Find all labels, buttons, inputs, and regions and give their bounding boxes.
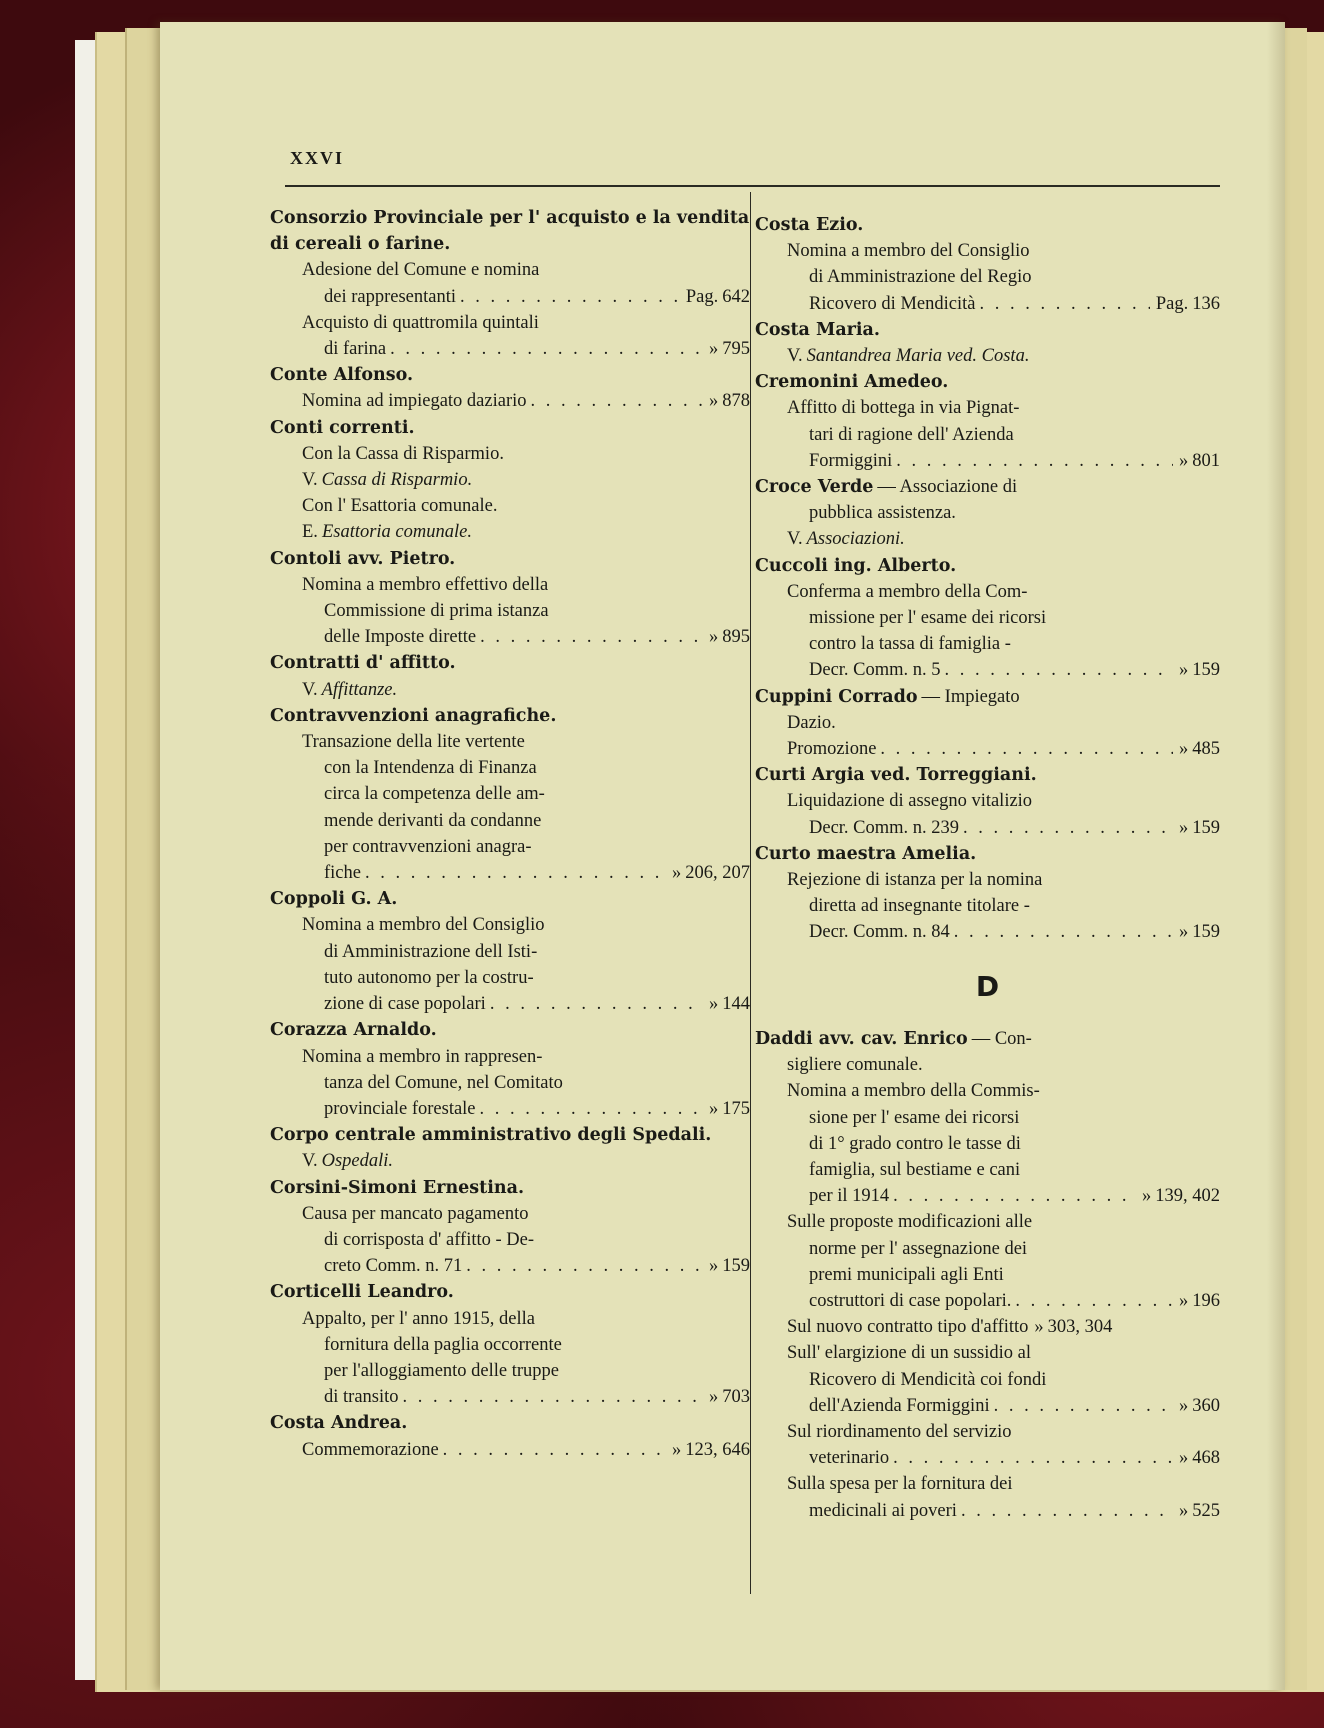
leader-dots: [876, 736, 1173, 762]
entry-heading: Croce Verde: [755, 477, 874, 498]
entry-reference: [755, 1288, 1220, 1314]
see-target: Associazioni.: [806, 529, 905, 550]
entry-heading: Costa Maria.: [755, 319, 880, 340]
entry-reference: [755, 1183, 1220, 1209]
entry-line: Ricovero di Mendicità coi fondi: [809, 1369, 1047, 1390]
index-entry: [755, 684, 1220, 763]
leader-dots: [462, 1253, 703, 1279]
entry-reference: [270, 1253, 750, 1279]
entry-heading: Costa Andrea.: [270, 1413, 408, 1434]
ditto-mark: »: [1142, 1186, 1152, 1207]
page-ref: [1173, 736, 1220, 762]
entry-line: Appalto, per l' anno 1915, della: [302, 1308, 535, 1329]
entry-line: tanza del Comune, nel Comitato: [324, 1072, 563, 1093]
entry-line: mende derivanti da condanne: [324, 810, 542, 831]
entry-reference: [270, 1384, 750, 1410]
entry-line: Decr. Comm. n. 5: [809, 660, 941, 681]
ditto-mark: »: [709, 1256, 719, 1277]
page-ref: [703, 336, 750, 362]
index-entry: [270, 703, 750, 886]
page-number-ref: 144: [722, 994, 750, 1015]
entry-reference: [755, 736, 1220, 762]
page-ref: [666, 1437, 750, 1463]
page-ref: [1173, 815, 1220, 841]
entry-line: Liquidazione di assegno vitalizio: [787, 791, 1033, 812]
entry-heading: Contravvenzioni anagrafiche.: [270, 705, 557, 726]
entry-reference: [755, 919, 1220, 945]
page-number-ref: 303, 304: [1047, 1317, 1113, 1338]
index-entry: [270, 886, 750, 1017]
page-number-ref: 159: [1192, 817, 1220, 838]
leader-dots: [941, 657, 1173, 683]
leader-dots: [476, 1096, 703, 1122]
entry-line: Nomina a membro della Commis-: [787, 1081, 1040, 1102]
entry-line: di Amministrazione del Regio: [809, 267, 1032, 288]
index-entry: [270, 1279, 750, 1410]
index-entry: [270, 362, 750, 414]
entry-heading: Curti Argia ved. Torreggiani.: [755, 765, 1037, 786]
ditto-mark: »: [1179, 450, 1189, 471]
ditto-mark: »: [1034, 1317, 1044, 1338]
leader-dots: [957, 1498, 1173, 1524]
entry-line: Adesione del Comune e nomina: [302, 260, 540, 281]
page-number-ref: 878: [722, 391, 750, 412]
entry-line: di 1° grado contro le tasse di: [809, 1133, 1021, 1154]
entry-line: di transito: [324, 1387, 399, 1408]
ditto-mark: »: [1179, 660, 1189, 681]
page-number-ref: 206, 207: [685, 863, 750, 884]
entry-heading: Contratti d' affitto.: [270, 653, 456, 674]
page-number-ref: 136: [1192, 293, 1220, 314]
page-number-ref: 123, 646: [685, 1439, 750, 1460]
entry-reference: [270, 860, 750, 886]
leader-dots: [975, 291, 1149, 317]
index-entry: [755, 553, 1220, 684]
page-ref: [1028, 1314, 1112, 1340]
page-number-ref: 525: [1192, 1500, 1220, 1521]
index-entry: [755, 474, 1220, 553]
cross-reference: [755, 343, 1220, 369]
page-number-ref: 175: [722, 1098, 750, 1119]
leader-dots: [892, 448, 1173, 474]
entry-line: missione per l' esame dei ricorsi: [809, 608, 1047, 629]
entry-reference: [755, 815, 1220, 841]
ditto-mark: »: [709, 339, 719, 360]
ditto-mark: »: [709, 1387, 719, 1408]
entry-reference: [270, 991, 750, 1017]
page-number-ref: 360: [1192, 1395, 1220, 1416]
leader-dots: [439, 1437, 666, 1463]
entry-heading: Cremonini Amedeo.: [755, 372, 949, 393]
page-number-ref: 159: [1192, 660, 1220, 681]
entry-heading-line: [755, 1026, 1220, 1052]
entry-heading: Conti correnti.: [270, 417, 415, 438]
ditto-mark: »: [672, 863, 682, 884]
page-ref: [703, 1384, 750, 1410]
entry-line: fornitura della paglia occorrente: [324, 1334, 562, 1355]
entry-line: Nomina a membro in rappresen-: [302, 1046, 543, 1067]
page-ref: [703, 624, 750, 650]
entry-line: tari di ragione dell' Azienda: [809, 424, 1014, 445]
page-ref: [1173, 1288, 1220, 1314]
entry-line: costruttori di case popolari.: [809, 1290, 1012, 1311]
index-entry: [755, 212, 1220, 317]
cross-reference: [270, 467, 750, 493]
page-number-ref: 801: [1192, 450, 1220, 471]
heading-description: — Con-: [971, 1028, 1032, 1049]
entry-line: Con la Cassa di Risparmio.: [302, 443, 504, 464]
ditto-mark: »: [1179, 817, 1189, 838]
index-entry: [755, 841, 1220, 946]
entry-line: dei rappresentanti: [324, 286, 457, 307]
entry-reference: [755, 1498, 1220, 1524]
entry-heading: Corticelli Leandro.: [270, 1282, 454, 1303]
entry-line: Conferma a membro della Com-: [787, 581, 1028, 602]
entry-line: provinciale forestale: [324, 1098, 476, 1119]
page-number-ref: 485: [1192, 739, 1220, 760]
entry-heading: Daddi avv. cav. Enrico: [755, 1028, 968, 1049]
entry-reference: [270, 284, 750, 310]
leader-dots: [959, 815, 1173, 841]
see-target: Affittanze.: [321, 679, 398, 700]
page-number-ref: 196: [1192, 1290, 1220, 1311]
see-prefix: V.: [787, 346, 803, 367]
entry-line: Sul nuovo contratto tipo d'affitto: [787, 1317, 1029, 1338]
see-prefix: V.: [302, 470, 318, 491]
index-entry: [270, 1017, 750, 1122]
column-divider: [750, 192, 751, 1594]
page-ref: [1150, 291, 1220, 317]
entry-line: zione di case popolari: [324, 994, 486, 1015]
entry-line: Affitto di bottega in via Pignat-: [787, 398, 1020, 419]
entry-line: Commissione di prima istanza: [324, 601, 549, 622]
page-ref: [1173, 1498, 1220, 1524]
cross-reference: [270, 519, 750, 545]
entry-line: Ricovero di Mendicità: [809, 293, 976, 314]
page-ref: [1173, 919, 1220, 945]
leader-dots: [486, 991, 703, 1017]
leader-dots: [990, 1393, 1173, 1419]
entry-reference: [755, 1445, 1220, 1471]
entry-reference: [270, 624, 750, 650]
entry-reference: [270, 1437, 750, 1463]
entry-line: di Amministrazione dell Isti-: [324, 941, 538, 962]
entry-reference: [755, 1314, 1220, 1340]
entry-line: famiglia, sul bestiame e cani: [809, 1159, 1021, 1180]
entry-line: dell'Azienda Formiggini: [809, 1395, 990, 1416]
entry-line: Decr. Comm. n. 84: [809, 922, 950, 943]
entry-heading: Corsini-Simoni Ernestina.: [270, 1177, 525, 1198]
entry-heading: Corpo centrale amministrativo degli Spedali.: [270, 1125, 712, 1146]
page-number: XXVI: [290, 148, 345, 168]
entry-line: Formiggini: [809, 450, 893, 471]
entry-line: premi municipali agli Enti: [809, 1264, 1004, 1285]
page-ref: [1173, 448, 1220, 474]
entry-line: sione per l' esame dei ricorsi: [809, 1107, 1020, 1128]
entry-line: tuto autonomo per la costru-: [324, 967, 534, 988]
see-target: Santandrea Maria ved. Costa.: [806, 346, 1030, 367]
see-target: Ospedali.: [321, 1151, 394, 1172]
section-letter: D: [975, 969, 1000, 1003]
heading-description: sigliere comunale.: [787, 1055, 923, 1076]
leader-dots: [456, 284, 680, 310]
entry-line: Transazione della lite vertente: [302, 732, 525, 753]
index-entry: [755, 1026, 1220, 1524]
right-column: [755, 212, 1220, 1524]
cross-reference: [270, 677, 750, 703]
entry-line: veterinario: [809, 1448, 890, 1469]
cross-reference: [270, 1148, 750, 1174]
entry-heading: Costa Ezio.: [755, 215, 864, 235]
leader-dots: [889, 1445, 1173, 1471]
entry-reference: [270, 336, 750, 362]
ditto-mark: »: [672, 1439, 682, 1460]
entry-line: Causa per mancato pagamento: [302, 1203, 529, 1224]
leader-dots: [1011, 1288, 1173, 1314]
entry-reference: [755, 448, 1220, 474]
index-page: [160, 22, 1285, 1690]
ditto-mark: »: [709, 391, 719, 412]
page-ref: [1173, 1445, 1220, 1471]
header-rule: [285, 185, 1220, 187]
entry-heading-line: [755, 474, 1220, 500]
page-label: Pag.: [685, 286, 719, 307]
entry-line: di farina: [324, 339, 387, 360]
ditto-mark: »: [709, 1098, 719, 1119]
entry-heading: Coppoli G. A.: [270, 889, 398, 910]
ditto-mark: »: [1179, 739, 1189, 760]
ditto-mark: »: [1179, 1500, 1189, 1521]
index-entry: [270, 1175, 750, 1280]
leader-dots: [950, 919, 1173, 945]
left-column: [270, 205, 750, 1463]
leader-dots: [386, 336, 703, 362]
page-number-ref: 703: [722, 1387, 750, 1408]
page-number-ref: 642: [722, 286, 750, 307]
entry-line: delle Imposte dirette: [324, 627, 477, 648]
entry-line: Sull' elargizione di un sussidio al: [787, 1343, 1031, 1364]
ditto-mark: »: [1179, 1448, 1189, 1469]
index-entry: [755, 762, 1220, 841]
entry-reference: [270, 1096, 750, 1122]
page-content: [160, 22, 1285, 1690]
leader-dots: [527, 388, 704, 414]
entry-reference: [270, 388, 750, 414]
entry-line: di corrisposta d' affitto - De-: [324, 1229, 535, 1250]
entry-line: Nomina a membro del Consiglio: [787, 241, 1030, 262]
page-number-ref: 795: [722, 339, 750, 360]
page-number-ref: 139, 402: [1155, 1186, 1220, 1207]
entry-line: Commemorazione: [302, 1439, 439, 1460]
page-ref: [1173, 657, 1220, 683]
ditto-mark: »: [1179, 1395, 1189, 1416]
entry-line: Sulla spesa per la fornitura dei: [787, 1474, 1013, 1495]
entry-line: Acquisto di quattromila quintali: [302, 312, 539, 333]
index-entry: [270, 1410, 750, 1462]
entry-heading: Conte Alfonso.: [270, 365, 414, 386]
index-entry: [270, 650, 750, 702]
page-ref: [703, 1253, 750, 1279]
page-label: Pag.: [1155, 293, 1189, 314]
index-entry: [270, 546, 750, 651]
see-prefix: V.: [302, 1151, 318, 1172]
see-prefix: V.: [302, 679, 318, 700]
entry-heading: Cuppini Corrado: [755, 686, 918, 707]
entry-heading: Corazza Arnaldo.: [270, 1020, 437, 1041]
entry-line: diretta ad insegnante titolare -: [809, 896, 1030, 917]
entry-line: per contravvenzioni anagra-: [324, 836, 532, 857]
cross-reference: [755, 526, 1220, 552]
entry-reference: [755, 657, 1220, 683]
index-entry: [270, 1122, 750, 1174]
leader-dots: [361, 860, 666, 886]
heading-description: — Associazione di: [877, 477, 1018, 498]
entry-line: per l'alloggiamento delle truppe: [324, 1360, 560, 1381]
leader-dots: [399, 1384, 703, 1410]
leader-dots: [476, 624, 703, 650]
entry-line: Rejezione di istanza per la nomina: [787, 870, 1043, 891]
index-entry: [270, 415, 750, 546]
ditto-mark: »: [709, 627, 719, 648]
page-ref: [703, 991, 750, 1017]
ditto-mark: »: [709, 994, 719, 1015]
see-target: Esattoria comunale.: [321, 522, 472, 543]
entry-line: Nomina ad impiegato daziario: [302, 391, 527, 412]
entry-line: fiche: [324, 863, 361, 884]
ditto-mark: »: [1179, 1290, 1189, 1311]
entry-heading-line: [755, 684, 1220, 710]
page-ref: [666, 860, 750, 886]
leader-dots: [889, 1183, 1136, 1209]
entry-line: contro la tassa di famiglia -: [809, 634, 1011, 655]
entry-line: norme per l' assegnazione dei: [809, 1238, 1028, 1259]
entry-line: con la Intendenza di Finanza: [324, 758, 537, 779]
page-number-ref: 468: [1192, 1448, 1220, 1469]
entry-heading: Consorzio Provinciale per l' acquisto e la vendita di cereali o farine.: [270, 208, 750, 255]
index-entry: [755, 317, 1220, 369]
heading-description: — Impiegato: [921, 686, 1020, 707]
page-ref: [703, 1096, 750, 1122]
entry-line: Nomina a membro del Consiglio: [302, 915, 545, 936]
entry-line: creto Comm. n. 71: [324, 1256, 463, 1277]
entry-heading: Contoli avv. Pietro.: [270, 548, 456, 569]
entry-line: Sulle proposte modificazioni alle: [787, 1212, 1033, 1233]
entry-line: Sul riordinamento del servizio: [787, 1421, 1012, 1442]
entry-line: Decr. Comm. n. 239: [809, 817, 960, 838]
page-number-ref: 159: [1192, 922, 1220, 943]
entry-line: Nomina a membro effettivo della: [302, 574, 549, 595]
entry-heading: Cuccoli ing. Alberto.: [755, 555, 957, 576]
heading-description: pubblica assistenza.: [809, 503, 956, 524]
ditto-mark: »: [1179, 922, 1189, 943]
see-prefix: V.: [787, 529, 803, 550]
heading-description: Dazio.: [787, 712, 836, 733]
see-prefix: E.: [302, 522, 318, 543]
page-ref: [680, 284, 750, 310]
page-ref: [1173, 1393, 1220, 1419]
entry-line: Con l' Esattoria comunale.: [302, 496, 498, 517]
index-entry: [755, 369, 1220, 474]
entry-reference: [755, 291, 1220, 317]
page-number-ref: 159: [722, 1256, 750, 1277]
entry-reference: [755, 1393, 1220, 1419]
see-target: Cassa di Risparmio.: [321, 470, 473, 491]
page-ref: [1136, 1183, 1220, 1209]
entry-line: medicinali ai poveri: [809, 1500, 957, 1521]
entry-line: circa la competenza delle am-: [324, 784, 545, 805]
entry-line: Promozione: [787, 739, 877, 760]
index-entry: [270, 205, 750, 362]
entry-line: per il 1914: [809, 1186, 890, 1207]
page-ref: [703, 388, 750, 414]
entry-heading: Curto maestra Amelia.: [755, 843, 977, 864]
page-number-ref: 895: [722, 627, 750, 648]
